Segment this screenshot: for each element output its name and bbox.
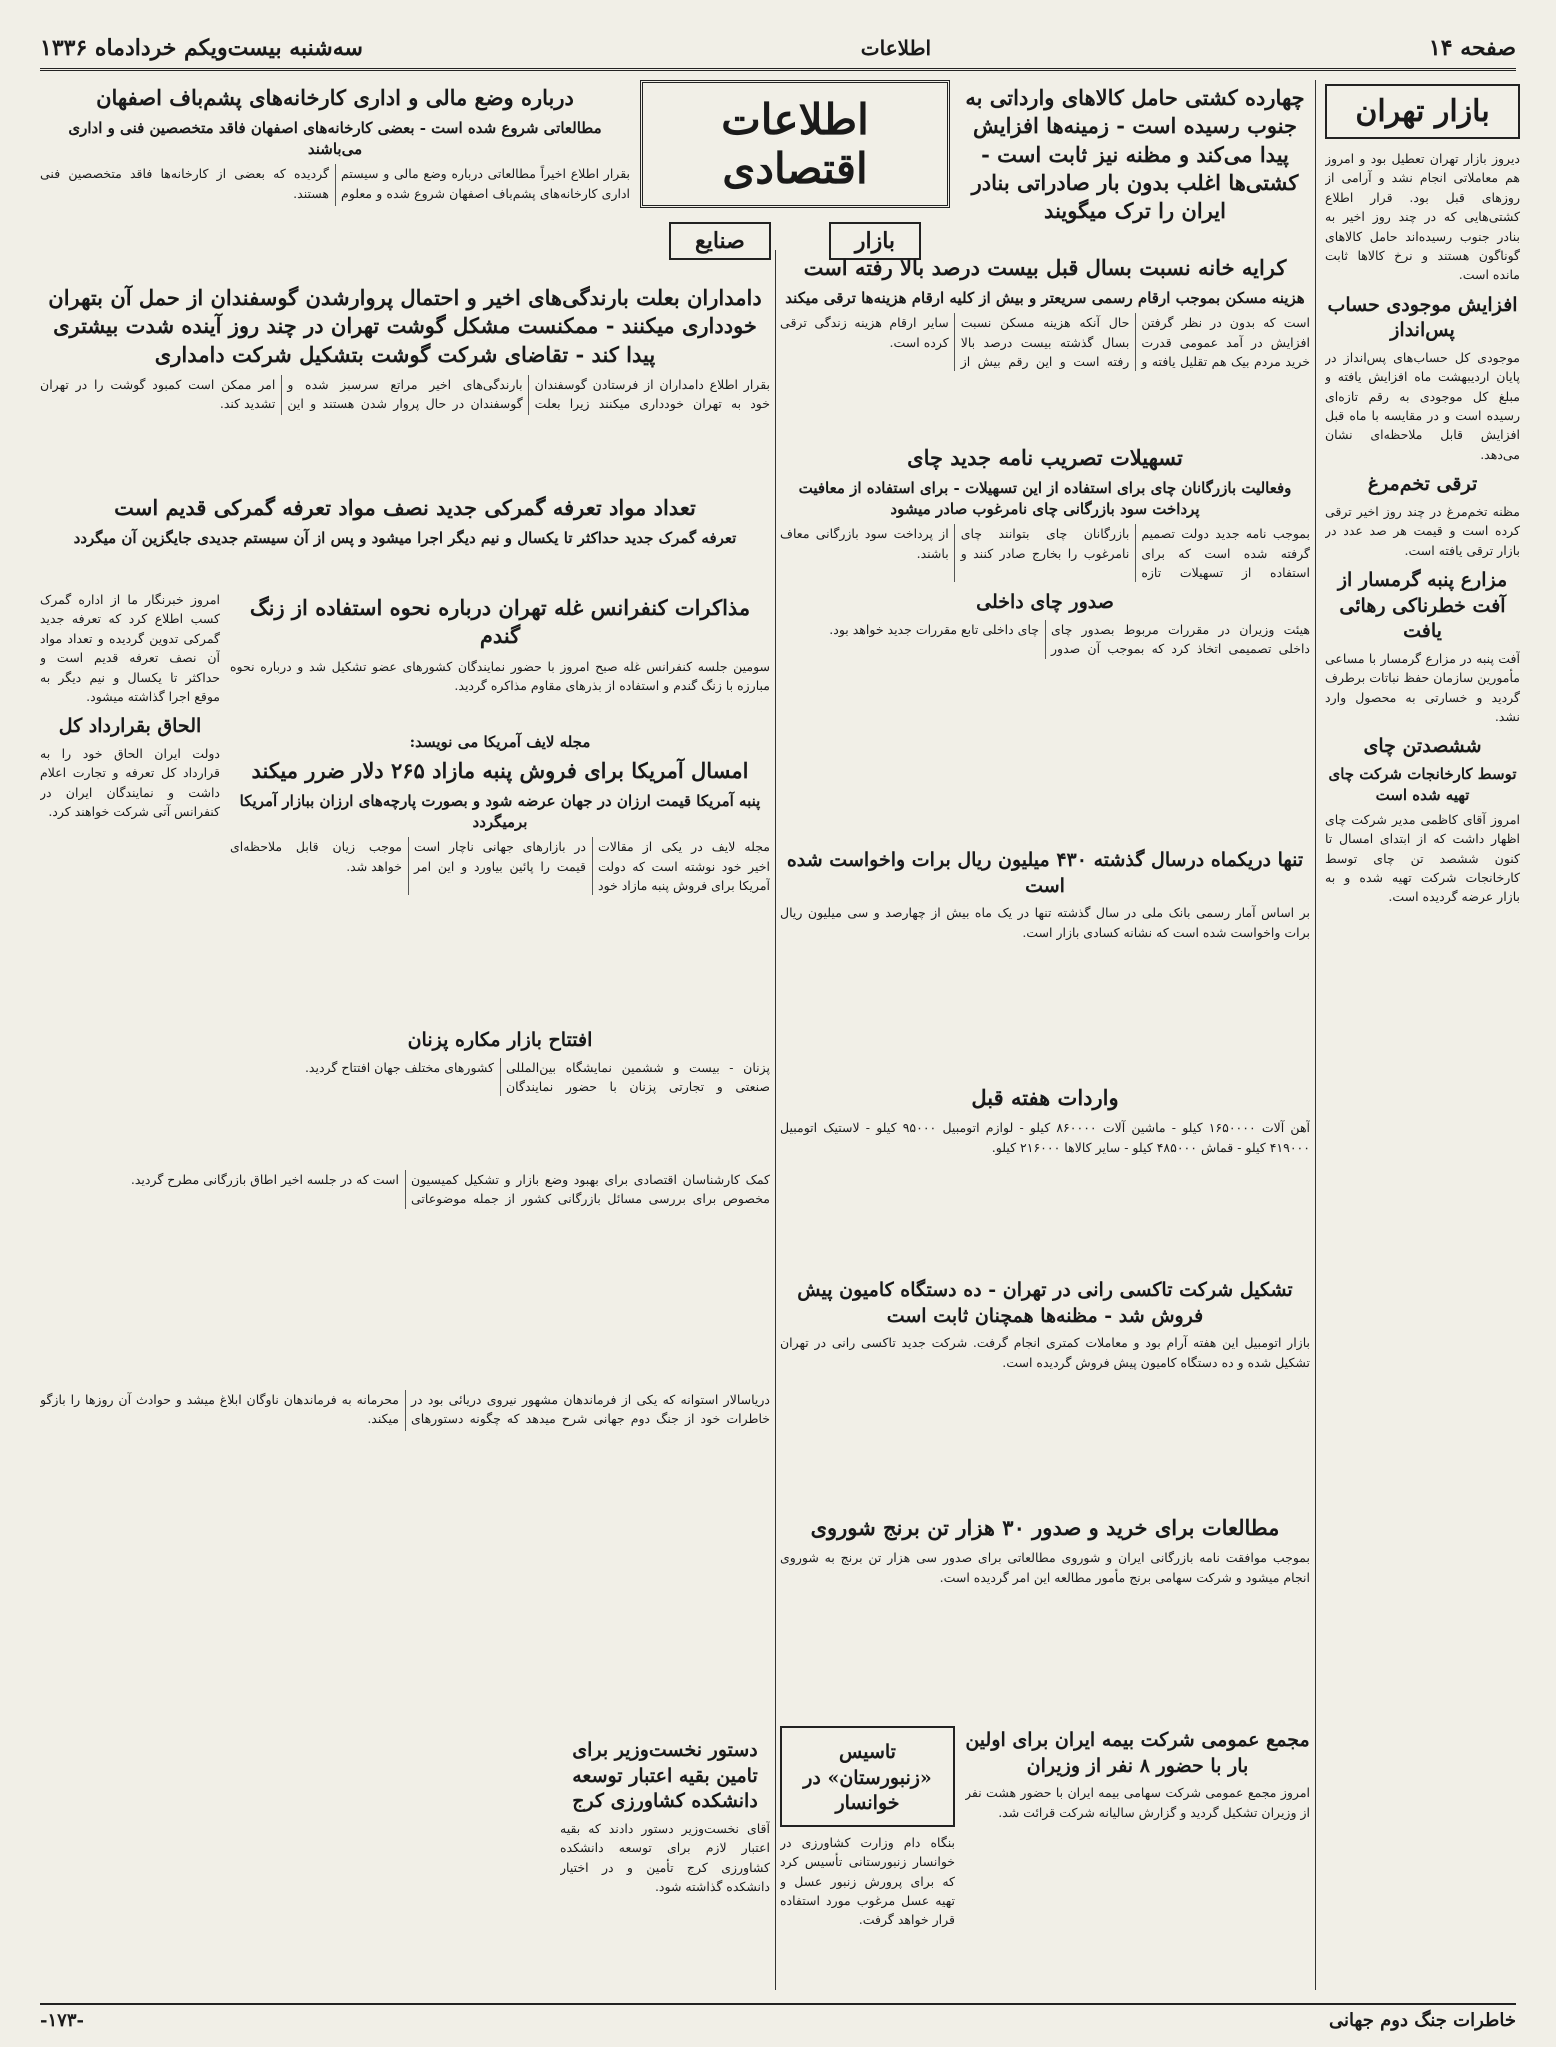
economic-banner: اطلاعات اقتصادی <box>640 80 950 208</box>
karaj-story <box>560 1730 770 1990</box>
column-rule <box>775 250 776 1990</box>
lead-text: دیروز بازار تهران تعطیل بود و امروز هم معاملاتی انجام نشد و آرامی از روزهای قبل بود. قرار اطلاع کشتی‌هایی که در چند روز اخیر به بنادر جنوب رسیده‌اند حامل کالاهای گوناگون هستند و نرخ کالاها ثابت مانده است. <box>1325 151 1520 283</box>
expo-text: پزنان - بیست و ششمین نمایشگاه بین‌المللی صنعتی و تجارتی پزنان با حضور نمایندگان کشورهای مختلف جهان افتتاح گردید. <box>304 1059 770 1095</box>
rial-headline: تنها دریکماه درسال گذشته ۴۳۰ میلیون ریال برات واخواست شده است <box>786 849 1304 897</box>
expo-headline: افتتاح بازار مکاره پزنان <box>407 1029 593 1051</box>
isfahan-sub: مطالعاتی شروع شده است - بعضی کارخانه‌های اصفهان فاقد متخصصین فنی و اداری می‌باشند <box>68 119 602 159</box>
paper-name: اطلاعات <box>860 36 932 60</box>
rial-text: بر اساس آمار رسمی بانک ملی در سال گذشته تنها در یک ماه بیش از چهارصد و سی میلیون ریال برات واخواست شده است که نشانه کسادی بازار است. <box>780 905 1310 940</box>
rent-sub: هزینه مسکن بموجب ارقام رسمی سریعتر و بیش از کلیه ارقام هزینه‌ها ترقی میکند <box>785 289 1305 308</box>
reserve-headline: افزایش موجودی حساب پس‌انداز <box>1327 293 1518 342</box>
rent-story <box>780 250 1310 430</box>
imports-text: آهن آلات ۱۶۵۰۰۰۰ کیلو - ماشین آلات ۸۶۰۰۰۰ کیلو - لوازم اتومبیل ۹۵۰۰۰ کیلو - لاستیک اتومبیل ۴۱۹۰۰۰ کیلو - قماش ۴۸۵۰۰۰ کیلو - سایر کالاها ۲۱۶۰۰۰ کیلو. <box>780 1120 1310 1155</box>
insurance-text: امروز مجمع عمومی شرکت سهامی بیمه ایران با حضور هشت نفر از وزیران تشکیل گردید و گزارش سالیانه شرکت قرائت شد. <box>965 1785 1310 1820</box>
grain-conference-story <box>230 590 770 720</box>
series-title: خاطرات جنگ دوم جهانی <box>1328 2009 1516 2031</box>
rent-headline: کرایه خانه نسبت بسال قبل بیست درصد بالا رفته است <box>803 255 1287 280</box>
ww2-text: دریاسالار استوانه که یکی از فرماندهان مشهور نیروی دریائی بود در خاطرات خود از جنگ دوم جهانی شرح میدهد که چگونه دستورهای محرمانه به فرماندهان ناوگان ابلاغ میشد و حوادث آن روزها را بازگو میکند. <box>40 1392 770 1427</box>
tariff-story <box>40 490 770 580</box>
right-column <box>1325 80 1520 1990</box>
rice-deal-story <box>780 1510 1310 1710</box>
cotton-sale-text: مجله لایف در یکی از مقالات اخیر خود نوشته است که دولت آمریکا برای فروش پنبه مازاد خود در بازارهای جهانی ناچار است قیمت را پائین بیاورد و این امر موجب زیان قابل ملاحظه‌ای خواهد شد. <box>230 839 770 894</box>
tariff-text: امروز خبرنگار ما از اداره گمرک کسب اطلاع کرد که تعرفه جدید گمرکی تدوین گردیده و تعداد مواد آن نصف تعرفه قدیم است و حداکثر تا یکسال و نیم دیگر به موقع اجرا گذاشته میشود. <box>40 592 220 704</box>
bazaar-tag: بازار <box>829 222 921 260</box>
taxi-story <box>780 1270 1310 1500</box>
page-footer <box>40 2003 1516 2035</box>
meat-text: بقرار اطلاع دامداران از فرستادن گوسفندان خود به تهران خودداری میکنند زیرا بعلت بارندگی‌های اخیر مراتع سرسبز شده و گوسفندان در حال پروار شدن هستند و این امر ممکن است کمبود گوشت را در تهران تشدید کند. <box>40 377 770 412</box>
industry-tag: صنایع <box>669 222 771 260</box>
ww2-story <box>40 1390 770 1720</box>
imports-story <box>780 1080 1310 1260</box>
misc-story <box>40 1170 770 1380</box>
isfahan-text: بقرار اطلاع اخیراً مطالعاتی درباره وضع مالی و سیستم اداری کارخانه‌های پشم‌باف اصفهان شروع شده و معلوم گردیده که بعضی از کارخانه‌ها فاقد متخصصین فنی هستند. <box>40 166 630 201</box>
tea-text: امروز آقای کاظمی مدیر شرکت چای اظهار داشت که از ابتدای امسال تا کنون ششصد تن چای توسط کارخانجات شرکت تهیه شده و به بازار عرضه گردیده است. <box>1325 811 1520 905</box>
page-label: صفحه ۱۴ <box>1428 35 1516 61</box>
insurance-story <box>965 1720 1310 1990</box>
tea-headline: ششصدتن چای <box>1363 735 1482 758</box>
rent-text: است که بدون در نظر گرفتن افزایش در آمد عمومی قدرت خرید مردم بیک هم تقلیل یافته و حال آنکه هزینه مسکن نسبت بسال گذشته بیست درصد بالا رفته است و این رقم بیش از سایر ارقام هزینه زندگی ترقی کرده است. <box>780 315 1310 370</box>
cotton-sale-story <box>230 730 770 1010</box>
page-number: -۱۷۳- <box>40 2009 84 2031</box>
customs-headline: الحاق بقرارداد کل <box>58 715 202 738</box>
tariff-text-column <box>40 590 220 1150</box>
karaj-text: آقای نخست‌وزیر دستور دادند که بقیه اعتبار لازم برای توسعه دانشکده کشاورزی کرج تأمین و در اختیار دانشکده گذاشته شود. <box>560 1820 770 1895</box>
tariff-headline: تعداد مواد تعرفه گمرکی جدید نصف مواد تعرفه گمرکی قدیم است <box>114 495 696 520</box>
imports-headline: واردات هفته قبل <box>971 1085 1119 1110</box>
tea-sub: توسط کارخانجات شرکت چای تهیه شده است <box>1328 764 1517 804</box>
karaj-headline: دستور نخست‌وزیر برای تامین بقیه اعتبار توسعه دانشکده کشاورزی کرج <box>572 1739 758 1813</box>
expo-story <box>230 1020 770 1160</box>
customs-text: دولت ایران الحاق خود را به قرارداد کل تعرفه و تجارت اعلام داشت و نمایندگان ایران در کنفرانس آتی شرکت خواهند کرد. <box>40 745 220 820</box>
tea-export-headline: صدور چای داخلی <box>976 591 1114 614</box>
apiary-headline: تاسیس «زنبورستان» در خوانسار <box>803 1741 932 1815</box>
tea-trade-story <box>780 440 1310 830</box>
isfahan-story <box>40 80 630 270</box>
rice-deal-text: بموجب موافقت نامه بازرگانی ایران و شوروی مطالعاتی برای صدور سی هزار تن برنج به شوروی انجام میشود و شرکت سهامی برنج مأمور مطالعه این امر گردیده است. <box>780 1550 1310 1585</box>
grain-text: سومین جلسه کنفرانس غله صبح امروز با حضور نمایندگان کشورهای عضو تشکیل شد و درباره نحوه مبارزه با زنگ گندم و استفاده از بذرهای مقاوم مذاکره گردید. <box>230 658 770 694</box>
cotton-sale-label: مجله لایف آمریکا می نویسد: <box>409 733 591 751</box>
taxi-headline: تشکیل شرکت تاکسی رانی در تهران - ده دستگاه کامیون پیش فروش شد - مظنه‌ها همچنان ثابت است <box>797 1279 1293 1327</box>
reserve-text: موجودی کل حساب‌های پس‌انداز در پایان اردیبهشت ماه افزایش یافته و مبلغ کل موجودی به رقم تازه‌ای رسیده است و در مقایسه با ماه قبل افزایش قابل ملاحظه‌ای نشان می‌دهد. <box>1325 349 1520 462</box>
grain-headline: مذاکرات کنفرانس غله تهران درباره نحوه استفاده از زنگ گندم <box>249 595 751 649</box>
bazaar-logo: بازار تهران <box>1325 84 1520 139</box>
tariff-sub: تعرفه گمرک جدید حداکثر تا یکسال و نیم دیگر اجرا میشود و پس از آن سیستم جدیدی جایگزین آن میگردد <box>73 529 737 548</box>
misc-text: کمک کارشناسان اقتصادی برای بهبود وضع بازار و تشکیل کمیسیون مخصوص برای بررسی مسائل بازرگانی کشور از جمله موضوعاتی است که در جلسه اخیر اطاق بازرگانی مطرح گردید. <box>130 1172 770 1207</box>
isfahan-headline: درباره وضع مالی و اداری کارخانه‌های پشم‌باف اصفهان <box>96 85 574 110</box>
tea-export-text: هیئت وزیران در مقررات مربوط بصدور چای داخلی تصمیمی اتخاذ کرد که بموجب آن صدور چای داخلی تابع مقررات جدید خواهد بود. <box>829 622 1310 657</box>
meat-story <box>40 280 770 480</box>
page-header <box>40 28 1516 71</box>
rial-story <box>780 840 1310 1070</box>
issue-date: سه‌شنبه بیست‌ویکم خردادماه ۱۳۳۶ <box>40 35 363 61</box>
tea-trade-headline: تسهیلات تصریب نامه جدید چای <box>907 445 1183 470</box>
cotton-sale-headline: امسال آمریکا برای فروش پنبه مازاد ۲۶۵ دلار ضرر میکند <box>251 758 749 783</box>
rice-deal-headline: مطالعات برای خرید و صدور ۳۰ هزار تن برنج شوروی <box>810 1515 1280 1540</box>
taxi-text: بازار اتومبیل این هفته آرام بود و معاملات کمتری انجام گرفت. شرکت جدید تاکسی رانی در تهران تشکیل شده و ده دستگاه کامیون پیش فروش گردیده است. <box>780 1335 1310 1370</box>
tea-trade-sub: وفعالیت بازرگانان چای برای استفاده از این تسهیلات - برای استفاده از معافیت پرداخت سود بازرگانی چای نامرغوب صادر میشود <box>798 479 1292 519</box>
apiary-story <box>780 1720 955 1990</box>
meat-headline: دامداران بعلت بارندگی‌های اخیر و احتمال پروارشدن گوسفندان از حمل آن بتهران خودداری میکنند - ممکنست مشکل گوشت تهران در چند روز آینده شدت بیشتری پیدا کند - تقاضای شرکت گوشت بتشکیل شرکت دامداری <box>48 285 762 367</box>
column-rule <box>1315 80 1316 1990</box>
lead-story <box>960 80 1310 250</box>
egg-text: مظنه تخم‌مرغ در چند روز اخیر ترقی کرده است و قیمت هر صد عدد در بازار ترقی یافته است. <box>1325 503 1520 558</box>
egg-headline: ترقی تخم‌مرغ <box>1367 473 1478 496</box>
apiary-text: بنگاه دام وزارت کشاورزی در خوانسار زنبورستانی تأسیس کرد که برای پرورش زنبور عسل و تهیه عسل مرغوب مورد استفاده قرار خواهد گرفت. <box>780 1834 955 1928</box>
cotton-text: آفت پنبه در مزارع گرمسار با مساعی مأمورین سازمان حفظ نباتات برطرف گردید و خسارتی به محصول وارد نشد. <box>1325 650 1520 724</box>
lead-headline: چهارده کشتی حامل کالاهای وارداتی به جنوب رسیده است - زمینه‌ها افزایش پیدا می‌کند و مظنه نیز ثابت است - کشتی‌ها اغلب بدون بار صادراتی بنادر ایران را ترک میگویند <box>965 85 1305 224</box>
tea-trade-text: بموجب نامه جدید دولت تصمیم گرفته شده است که برای استفاده از تسهیلات تازه بازرگانان چای بتوانند چای نامرغوب را بخارج صادر کنند و از پرداخت سود بازرگانی معاف باشند. <box>780 526 1310 581</box>
insurance-headline: مجمع عمومی شرکت بیمه ایران برای اولین بار با حضور ۸ نفر از وزیران <box>965 1729 1310 1777</box>
cotton-headline: مزارع پنبه گرمسار از آفت خطرناکی رهائی یافت <box>1337 568 1508 643</box>
cotton-sale-sub: پنبه آمریکا قیمت ارزان در جهان عرضه شود و بصورت پارچه‌های ارزان ببازار آمریکا برمیگردد <box>239 792 761 832</box>
